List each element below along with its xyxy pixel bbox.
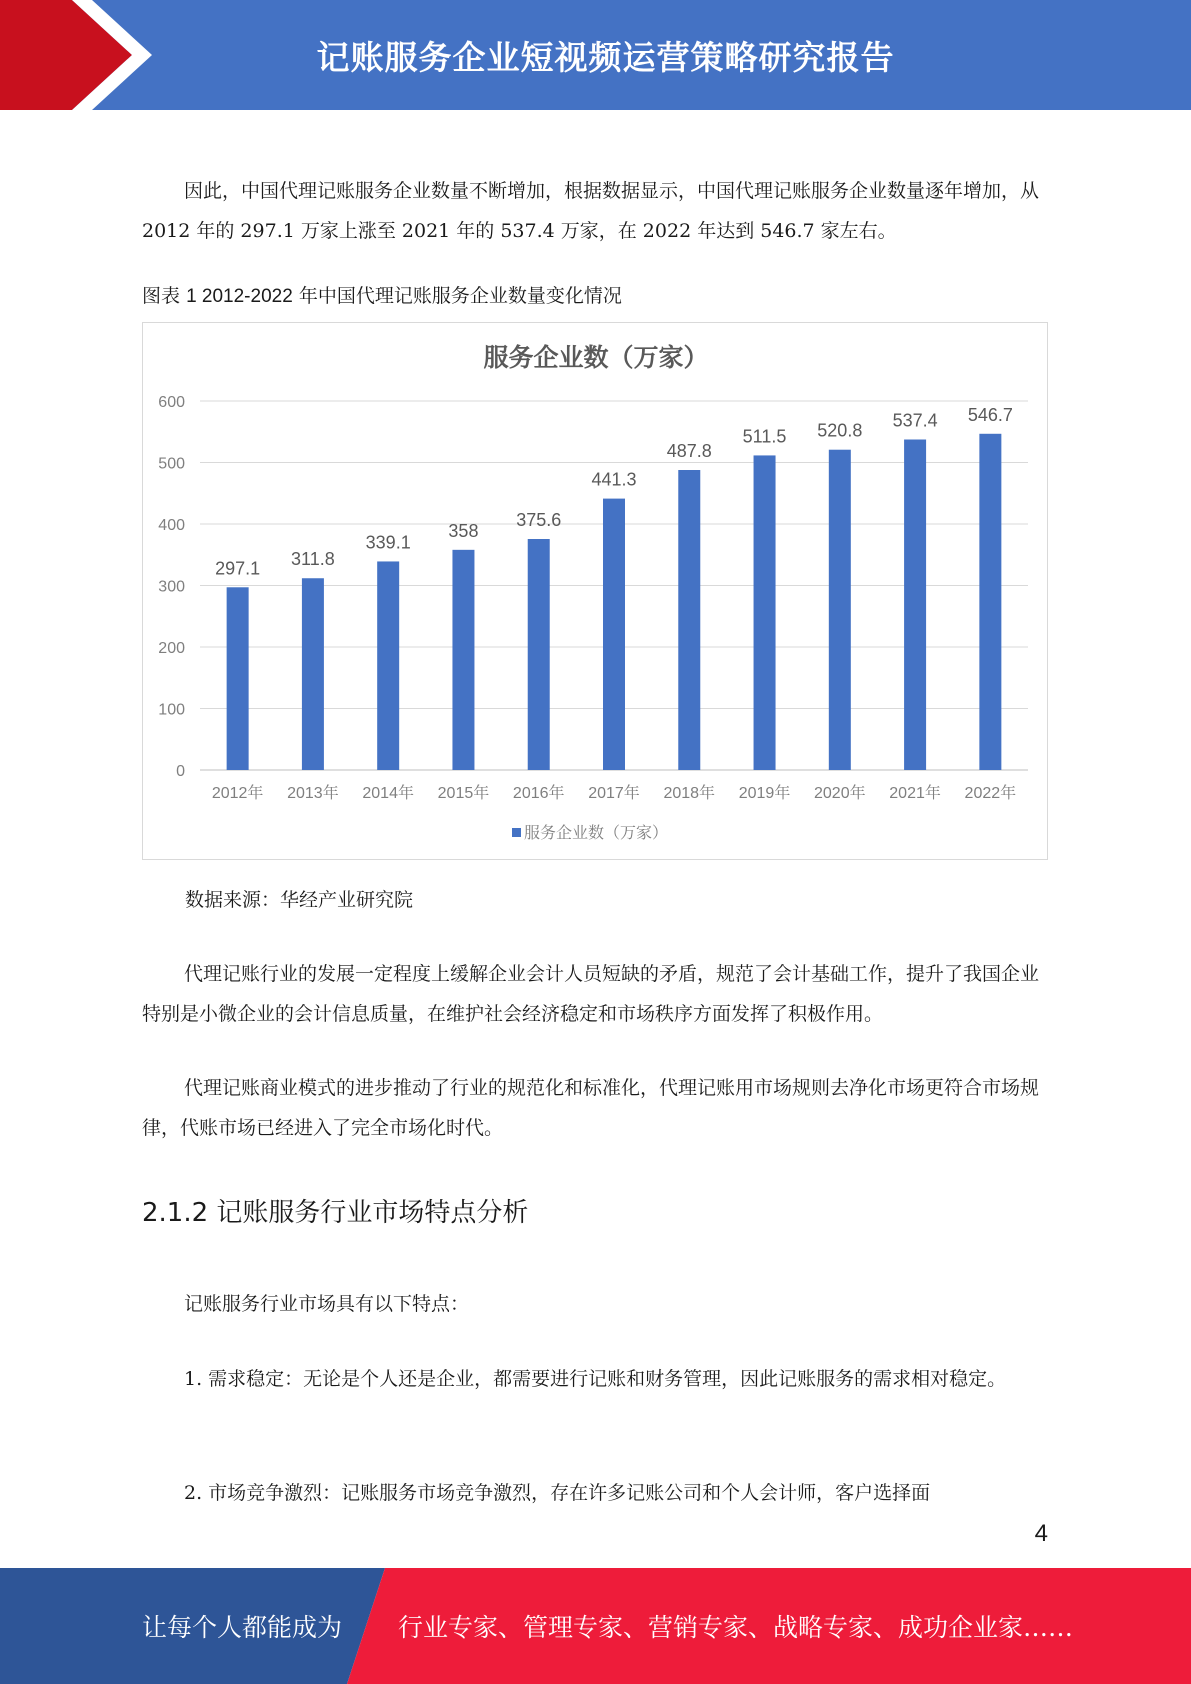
x-tick-label: 2022年 (964, 785, 1017, 802)
x-tick-label: 2018年 (663, 785, 716, 802)
bar (979, 434, 1001, 770)
data-label: 546.7 (967, 404, 1013, 425)
caption-text: 年中国代理记账服务企业数量变化情况 (298, 285, 622, 307)
y-tick-label: 200 (158, 640, 185, 657)
x-tick-label: 2021年 (889, 785, 941, 802)
x-tick-label: 2017年 (588, 785, 640, 802)
data-label: 487.8 (666, 441, 712, 462)
paragraph-features-intro: 记账服务行业市场具有以下特点： (184, 1293, 470, 1315)
data-source: 数据来源：华经产业研究院 (185, 889, 414, 911)
paragraph-industry-impact: 代理记账行业的发展一定程度上缓解企业会计人员短缺的矛盾，规范了会计基础工作，提升了我国企业特别是小微企业的会计信息质量，在维护社会经济稳定和市场秩序方面发挥了积极作用。 (142, 963, 1040, 1025)
caption-prefix: 图表 (142, 285, 181, 307)
y-tick-label: 500 (158, 455, 185, 473)
footer-slogan-right: 行业专家、管理专家、营销专家、战略专家、成功企业家…… (398, 1613, 1074, 1642)
bar (678, 470, 700, 770)
figure-caption (142, 281, 622, 308)
footer-slogan-left: 让每个人都能成为 (142, 1613, 343, 1642)
bar (904, 439, 926, 770)
x-tick-label: 2019年 (738, 785, 791, 802)
page-footer (0, 1568, 1191, 1684)
report-title: 记账服务企业短视频运营策略研究报告 (316, 37, 895, 77)
data-label: 297.1 (215, 558, 261, 579)
caption-number: 1 2012-2022 (186, 286, 293, 307)
y-tick-label: 400 (158, 517, 185, 534)
page-number: 4 (1034, 1520, 1048, 1547)
section-heading: 2.1.2 记账服务行业市场特点分析 (142, 1198, 529, 1228)
bar (227, 587, 249, 770)
list-item-demand-stable: 1. 需求稳定：无论是个人还是企业，都需要进行记账和财务管理，因此记账服务的需求相对稳定。 (184, 1368, 1007, 1390)
y-tick-label: 300 (158, 578, 185, 596)
bar (754, 455, 776, 770)
paragraph-intro: 因此，中国代理记账服务企业数量不断增加，根据数据显示，中国代理记账服务企业数量逐年增加，从 2012 年的 297.1 万家上涨至 2021 年的 537.4 万家，在 2022 年达到 546.7 家左右。 (142, 180, 1040, 242)
bar (829, 450, 851, 770)
list-item-competition: 2. 市场竞争激烈：记账服务市场竞争激烈，存在许多记账公司和个人会计师，客户选择面 (184, 1482, 931, 1504)
data-label: 511.5 (742, 426, 787, 447)
legend-swatch (512, 828, 521, 837)
data-label: 311.8 (291, 549, 335, 570)
data-label: 375.6 (516, 510, 562, 531)
data-label: 441.3 (591, 469, 637, 490)
x-tick-label: 2020年 (814, 785, 866, 802)
x-tick-label: 2015年 (437, 785, 490, 802)
y-tick-label: 600 (158, 394, 185, 411)
data-label: 537.4 (892, 410, 938, 431)
data-label: 339.1 (365, 532, 411, 553)
bar (603, 499, 625, 770)
paragraph-business-model: 代理记账商业模式的进步推动了行业的规范化和标准化，代理记账用市场规则去净化市场更符合市场规律，代账市场已经进入了完全市场化时代。 (142, 1077, 1040, 1139)
bar (528, 539, 550, 770)
page-header (0, 0, 1191, 110)
legend-label: 服务企业数（万家） (524, 825, 669, 842)
chart-canvas (143, 323, 1049, 861)
data-label: 358 (448, 520, 479, 541)
x-tick-label: 2013年 (287, 785, 339, 802)
y-tick-label: 100 (158, 701, 185, 719)
bar (302, 578, 324, 770)
chart-title: 服务企业数（万家） (483, 344, 709, 372)
bar (377, 561, 399, 770)
x-tick-label: 2012年 (211, 785, 264, 802)
data-label: 520.8 (817, 420, 863, 441)
y-tick-label: 0 (176, 763, 185, 780)
bar (452, 550, 474, 770)
bar-chart (142, 322, 1048, 860)
x-tick-label: 2014年 (362, 785, 414, 802)
x-tick-label: 2016年 (512, 785, 565, 802)
